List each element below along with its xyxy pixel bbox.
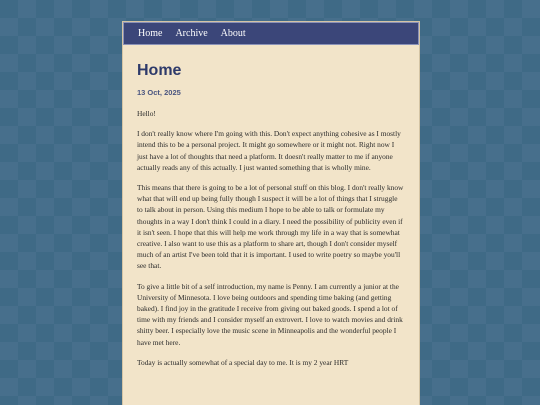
post-paragraph: This means that there is going to be a lot of personal stuff on this blog. I don't really know what that will end up being fully though I suspect it will be a lot of things that I struggle to talk about in person. Using this medium I hope to be able to talk or formulate my thoughts in a way I don't think I could in a diary. I need the possibility of publicity even if it isn't seen. I hope that this will help me work through my life in a way that is somewhat creative. I also want to use this as a platform to share art, though I don't consider myself much of an artist I've been told that it is important. I used to write poetry so maybe you'll see that. — [137, 183, 404, 271]
post-date: 13 Oct, 2025 — [137, 88, 181, 97]
page-title: Home — [137, 62, 182, 79]
post-paragraph: I don't really know where I'm going with this. Don't expect anything cohesive as I mostly intend this to be a personal project. It might go somewhere or it might not. Right now I just have a lot of thoughts that need a platform. It doesn't really matter to me if anyone actually reads any of this actually. I just wanted something that is wholly mine. — [137, 129, 401, 172]
nav-archive-link[interactable]: Archive — [175, 27, 208, 39]
post-paragraph: To give a little bit of a self introduction, my name is Penny. I am currently a junior at the University of Minnesota. I love being outdoors and spending time baking (and getting baked). I find joy in the gratitude I receive from giving out baked goods. I spend a lot of time with my friends and I consider myself an extrovert. I love to watch movies and drink shitty beer. I especially love the music scene in Minneapolis and the wonderful people I have met here. — [137, 281, 403, 347]
post-content — [123, 62, 419, 368]
nav-about-link[interactable]: About — [220, 27, 246, 39]
nav-home-link[interactable]: Home — [138, 27, 163, 39]
post-paragraph: Today is actually somewhat of a special day to me. It is my 2 year HRT — [137, 357, 349, 367]
page-container — [122, 21, 420, 405]
top-nav — [123, 22, 419, 45]
post-paragraph: Hello! — [137, 109, 156, 118]
